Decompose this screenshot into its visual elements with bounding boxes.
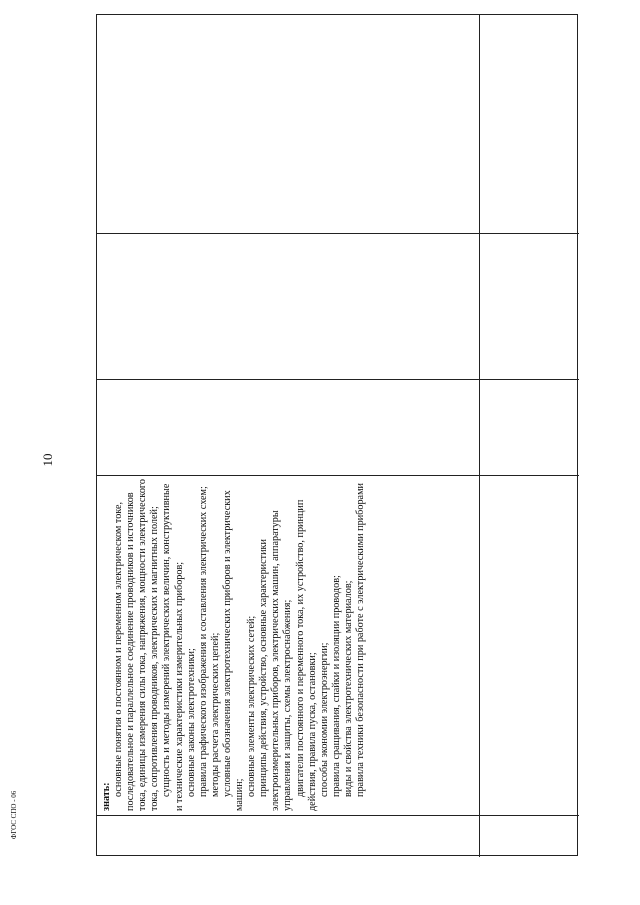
knowledge-item: правила сращивания, спайки и изоляции проводов;: [330, 575, 342, 797]
table-cell-hours: [97, 379, 479, 475]
footer-code: ФГОС СПО - 06: [10, 790, 18, 840]
knowledge-item: виды и свойства электротехнических материалов;: [342, 580, 354, 797]
table-row: [479, 15, 579, 857]
table-cell-discipline: [480, 233, 579, 379]
knowledge-item: правила техники безопасности при работе с электрическими приборами: [354, 483, 366, 797]
competency-table: [96, 14, 578, 856]
table-row: [97, 15, 479, 857]
knowledge-item: основные элементы электрических сетей;: [246, 615, 258, 797]
knowledge-item: основные законы электротехники;: [185, 648, 197, 797]
knowledge-item: двигатели постоянного и переменного тока, их устройство, принцип действия, правила пуска, остановки;: [294, 499, 318, 811]
table-cell-competencies: [480, 15, 579, 233]
knowledge-heading: знать:: [101, 782, 112, 811]
table-cell-index: [480, 815, 579, 857]
page-number: 10: [40, 453, 55, 467]
table-cell-discipline: [97, 233, 479, 379]
knowledge-item: основные понятия о постоянном и переменном электрическом токе, последовательное и параллельное соединение проводников и источников тока, единицы измерения силы тока, напряжения, мощности электрического тока, сопротивления проводников, электрических и магнитных полей;: [113, 479, 161, 811]
knowledge-item: методы расчета электрических цепей;: [209, 632, 221, 797]
table-cell-index: [97, 815, 479, 857]
knowledge-item: принципы действия, устройство, основные характеристики электроизмерительных приборов, электрических машин, аппаратуры управления и защиты, схемы электроснабжения;: [258, 510, 294, 811]
knowledge-item: способы экономии электроэнергии;: [318, 642, 330, 797]
table-rotated-body: [97, 15, 579, 857]
table-cell-hours: [480, 379, 579, 475]
table-cell-competencies: [97, 15, 479, 233]
table-cell-knowledge: [97, 475, 479, 815]
knowledge-item: сущность и методы измерений электрических величин, конструктивные и технические характеристики измерительных приборов;: [161, 483, 185, 811]
knowledge-item: условные обозначения электротехнических приборов и электрических машин;: [221, 490, 246, 811]
knowledge-item: правила графического изображения и составления электрических схем;: [197, 486, 209, 797]
table-cell-knowledge: [480, 475, 579, 815]
